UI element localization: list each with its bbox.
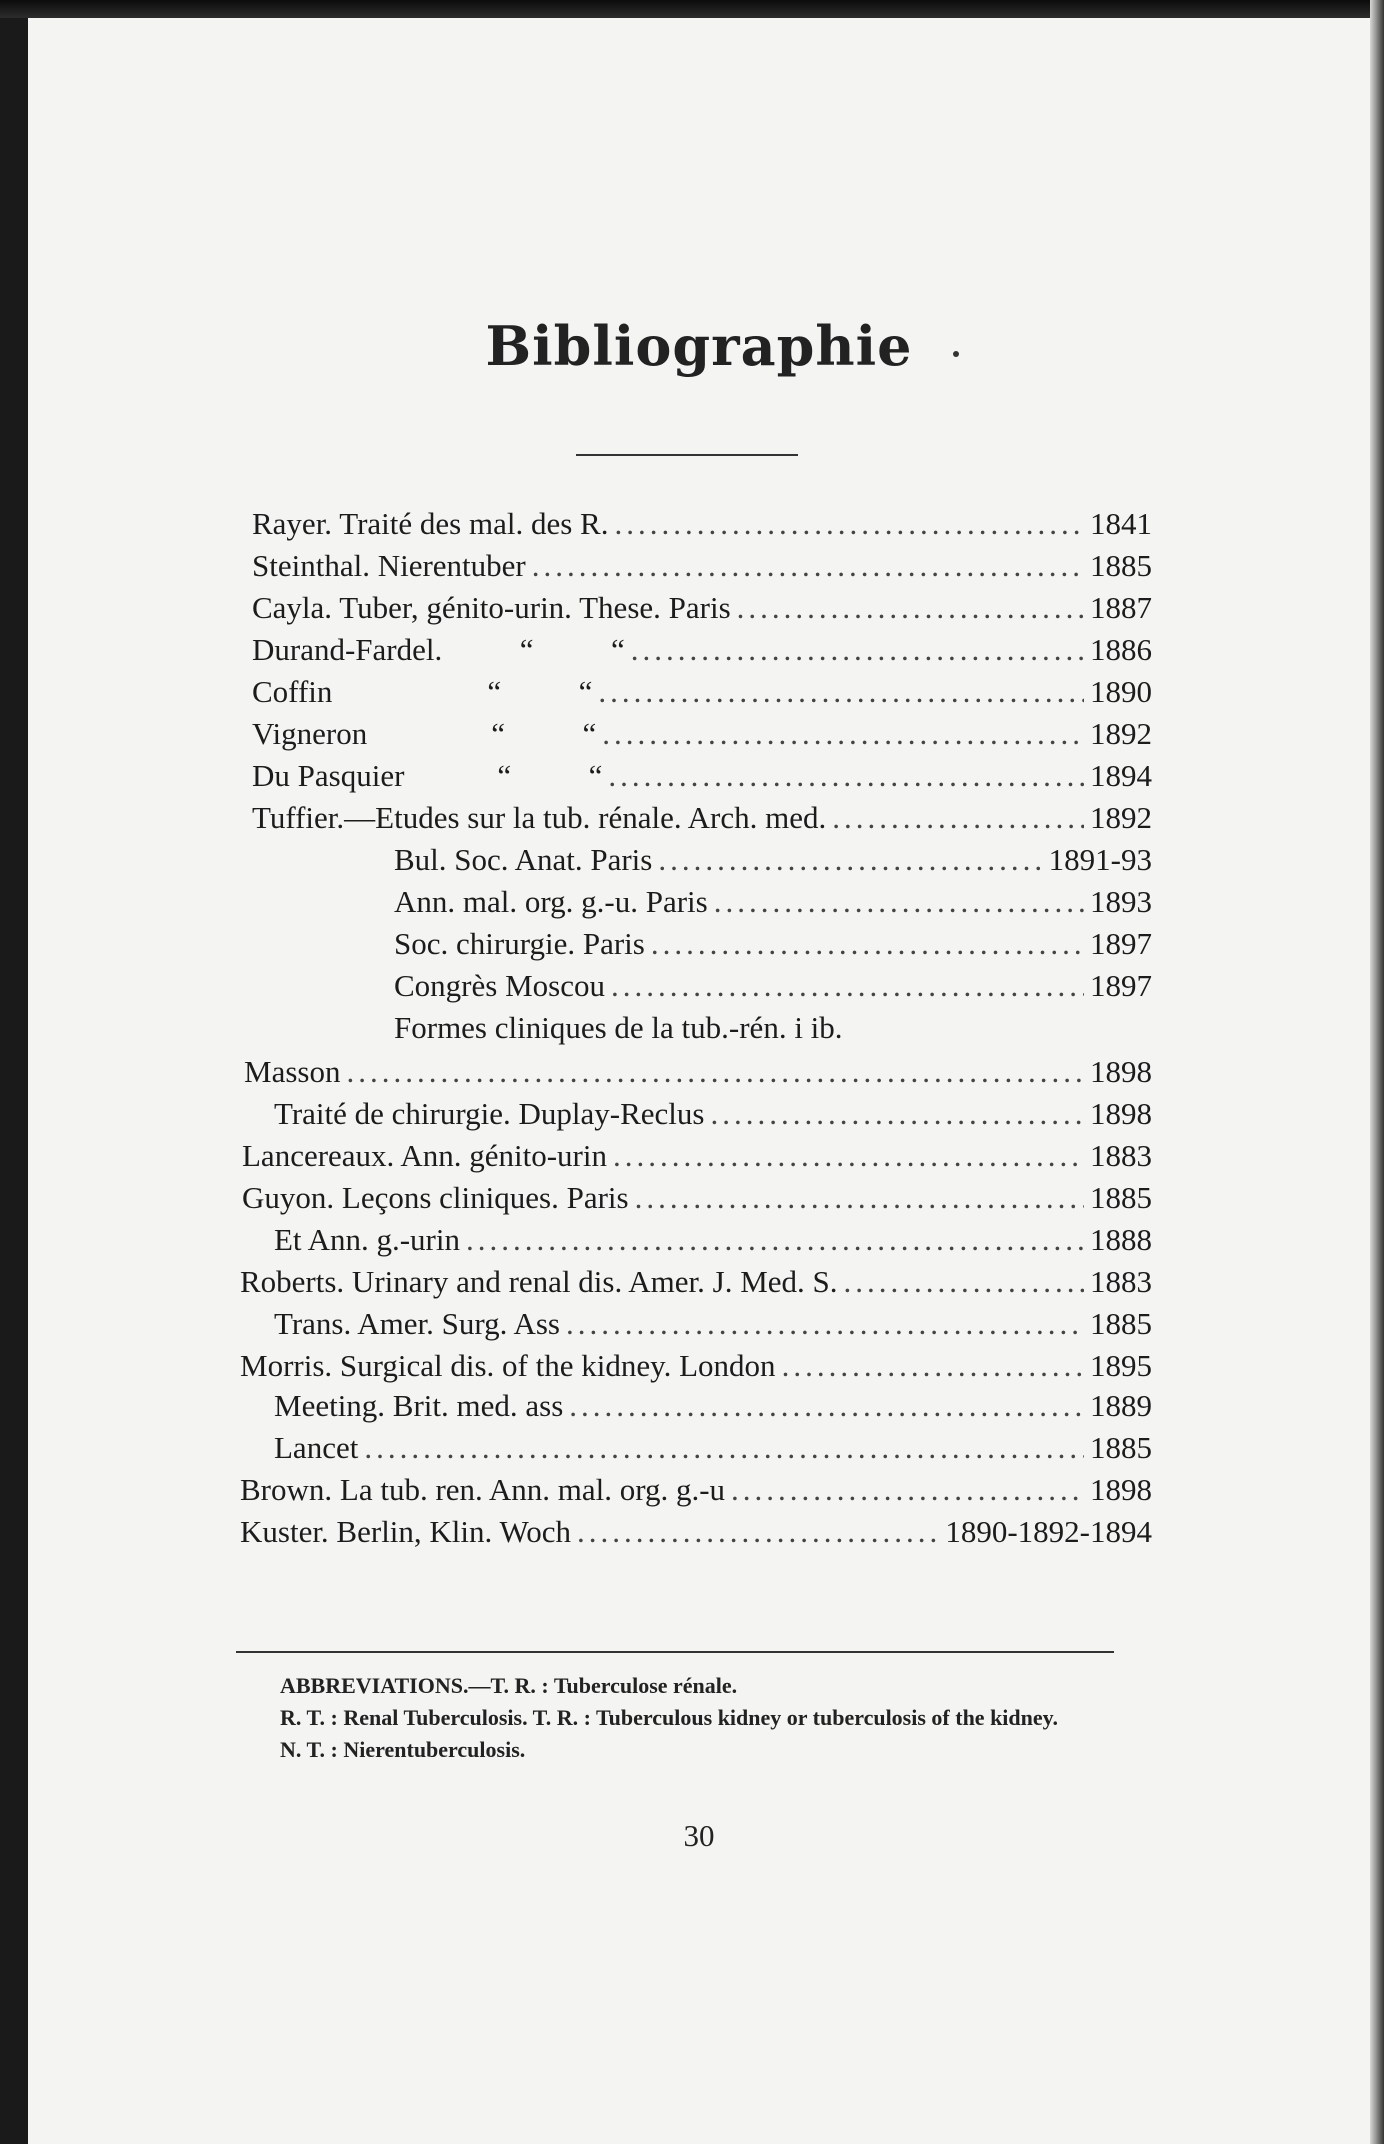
scan-top-edge [0,0,1384,18]
bibliography-entry: Brown. La tub. ren. Ann. mal. org. g.-u ..... 1898 [240,1472,1152,1516]
title-divider [576,454,798,456]
bibliography-entry: Tuffier.—Etudes sur la tub. rénale. Arch. med. ..... 1892 [252,800,1152,844]
abbreviations-line: R. T. : Renal Tuberculosis. T. R. : Tuberculous kidney or tuberculosis of the kidney. [280,1705,1058,1730]
bibliography-entry: Masson ..... 1898 [244,1054,1152,1098]
bibliography-entry: Coffin “ “ ..... 1890 [252,674,1152,718]
bibliography-entry: Morris. Surgical dis. of the kidney. London ..... 1895 [240,1348,1152,1392]
bibliography-entry: Formes cliniques de la tub.-rén. i ib. [394,1010,843,1045]
bibliography-entry: Durand-Fardel. “ “ ..... 1886 [252,632,1152,676]
bibliography-entry: Lancet ..... 1885 [274,1430,1152,1474]
bibliography-entry: Trans. Amer. Surg. Ass ..... 1885 [274,1306,1152,1350]
bibliography-entry: Traité de chirurgie. Duplay-Reclus ..... 1898 [274,1096,1152,1140]
bibliography-entry: Steinthal. Nierentuber ..... 1885 [252,548,1152,592]
bibliography-entry: Meeting. Brit. med. ass ..... 1889 [274,1388,1152,1432]
bibliography-entry: Ann. mal. org. g.-u. Paris ..... 1893 [394,884,1152,928]
bibliography-entry: Cayla. Tuber, génito-urin. These. Paris ..... 1887 [252,590,1152,634]
title-dot [953,351,959,357]
bibliography-entry: Guyon. Leçons cliniques. Paris ..... 1885 [242,1180,1152,1224]
bibliography-entry: Et Ann. g.-urin ..... 1888 [274,1222,1152,1266]
abbreviations-note [236,1670,1114,1766]
bibliography-entry: Kuster. Berlin, Klin. Woch ..... 1890-1892-1894 [240,1514,1152,1558]
bibliography-entry: Bul. Soc. Anat. Paris ..... 1891-93 [394,842,1152,886]
bibliography-entry: Rayer. Traité des mal. des R. ..... 1841 [252,506,1152,550]
scan-right-edge [1370,0,1384,2144]
bibliography-entry: Congrès Moscou ..... 1897 [394,968,1152,1012]
book-page [28,18,1370,2144]
bibliography-entry: Du Pasquier “ “ ..... 1894 [252,758,1152,802]
bibliography-entry: Soc. chirurgie. Paris ..... 1897 [394,926,1152,970]
bibliography-entry: Lancereaux. Ann. génito-urin ..... 1883 [242,1138,1152,1182]
bibliography-entry: Vigneron “ “ ..... 1892 [252,716,1152,760]
abbreviations-line: N. T. : Nierentuberculosis. [280,1737,526,1762]
page-title: Bibliographie [485,314,913,378]
abbreviations-line: ABBREVIATIONS.—T. R. : Tuberculose rénale. [280,1673,738,1698]
page-number: 30 [683,1818,715,1853]
footnote-divider [236,1651,1114,1653]
bibliography-entry: Roberts. Urinary and renal dis. Amer. J. Med. S. ..... 1883 [240,1264,1152,1308]
